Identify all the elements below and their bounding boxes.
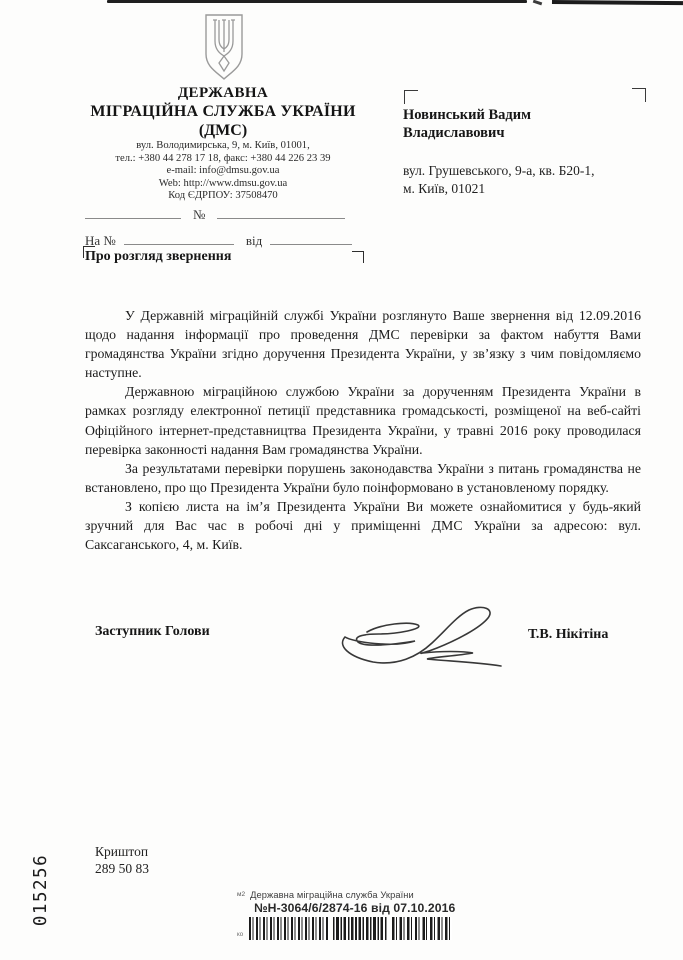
org-name-line2: МІГРАЦІЙНА СЛУЖБА УКРАЇНИ: [90, 103, 356, 120]
stamp-org-name: Державна міграційна служба України: [250, 890, 414, 900]
executor-name: Криштоп: [95, 844, 149, 859]
org-phone-fax: тел.: +380 44 278 17 18, факс: +380 44 226 23 39: [115, 152, 331, 164]
body-paragraph-4: З копією листа на ім’я Президента України Ви можете ознайомитися у будь-який зручний для Вас час в робочі дні у приміщенні ДМС України за адресою: вул. Саксаганського, 4, м. Київ.: [85, 498, 641, 553]
body-paragraph-3: За результатами перевірки порушень законодавства України з питань громадянства не встановлено, про що Президента України було поінформовано в установленому порядку.: [85, 460, 641, 495]
recipient-address-line2: м. Київ, 01021: [403, 181, 486, 196]
recipient-name: [403, 106, 531, 142]
org-street-address: вул. Володимирська, 9, м. Київ, 01001,: [136, 140, 310, 151]
org-name: [62, 84, 384, 140]
date-blank-line: [85, 204, 181, 219]
recipient-name-line1: Новинський Вадим: [403, 107, 531, 123]
signature-scribble: [305, 596, 505, 681]
reply-label: На №: [85, 233, 116, 248]
reply-number-line: [85, 230, 565, 249]
stamp-mark-bottom: ко: [237, 932, 244, 938]
barcode-segment: [249, 917, 329, 940]
scan-artifact-mark: [533, 0, 542, 5]
letter-body: [85, 306, 641, 554]
reply-blank-line: [124, 230, 234, 245]
recipient-name-line2: Владиславович: [403, 125, 505, 141]
reply-date-blank-line: [270, 230, 352, 245]
corner-mark-top-right: [632, 88, 646, 102]
coat-of-arms-ukraine-icon: [199, 12, 249, 89]
corner-mark-subject-right: [352, 251, 364, 263]
registration-stamp: [237, 890, 467, 940]
executor-block: [95, 843, 149, 877]
corner-mark-top-left: [404, 90, 418, 104]
org-edrpou-code: Код ЄДРПОУ: 37508470: [168, 190, 278, 202]
date-label: від: [245, 233, 263, 248]
stamp-registration-number: №Н-3064/6/2874-16 від 07.10.2016: [254, 901, 456, 915]
scan-artifact-line: [107, 0, 527, 3]
org-contact-block: [62, 140, 384, 203]
vertical-registration-number: 015256: [31, 853, 51, 927]
signer-position: Заступник Голови: [95, 624, 210, 639]
org-website: Web: http://www.dmsu.gov.ua: [158, 177, 288, 189]
executor-phone: 289 50 83: [95, 861, 149, 876]
org-name-line3: (ДМС): [198, 122, 248, 139]
signer-name: Т.В. Нікітіна: [528, 627, 609, 642]
scan-artifact-line: [552, 0, 683, 5]
recipient-address: [403, 162, 595, 198]
org-email: e-mail: info@dmsu.gov.ua: [166, 165, 280, 177]
barcode-segment: [333, 917, 387, 940]
barcode: [249, 917, 452, 940]
number-blank-line: [217, 204, 345, 219]
body-paragraph-2: Державною міграційною службою України за дорученням Президента України в рамках розгляду електронної петиції представника громадськості, розміщеної на веб-сайті Офіційного інтернет-представництва Президента України, у травні 2016 року проводилася перевірка законності надання Вам громадянства України.: [85, 384, 641, 457]
org-name-line1: ДЕРЖАВНА: [177, 85, 269, 101]
body-paragraph-1: У Державній міграційній службі України розглянуто Ваше звернення від 12.09.2016 щодо надання інформації про проведення ДМС перевірки за фактом набуття Вами громадянства України згідно доручення Президента України, у зв’язку з чим повідомляємо наступне.: [85, 308, 641, 381]
outgoing-number-line: [85, 204, 565, 223]
barcode-segment: [392, 917, 452, 940]
number-label: №: [193, 207, 206, 222]
subject-line: Про розгляд звернення: [85, 249, 232, 264]
stamp-mark-top: м2: [237, 891, 246, 898]
recipient-address-line1: вул. Грушевського, 9-а, кв. Б20-1,: [403, 163, 595, 178]
